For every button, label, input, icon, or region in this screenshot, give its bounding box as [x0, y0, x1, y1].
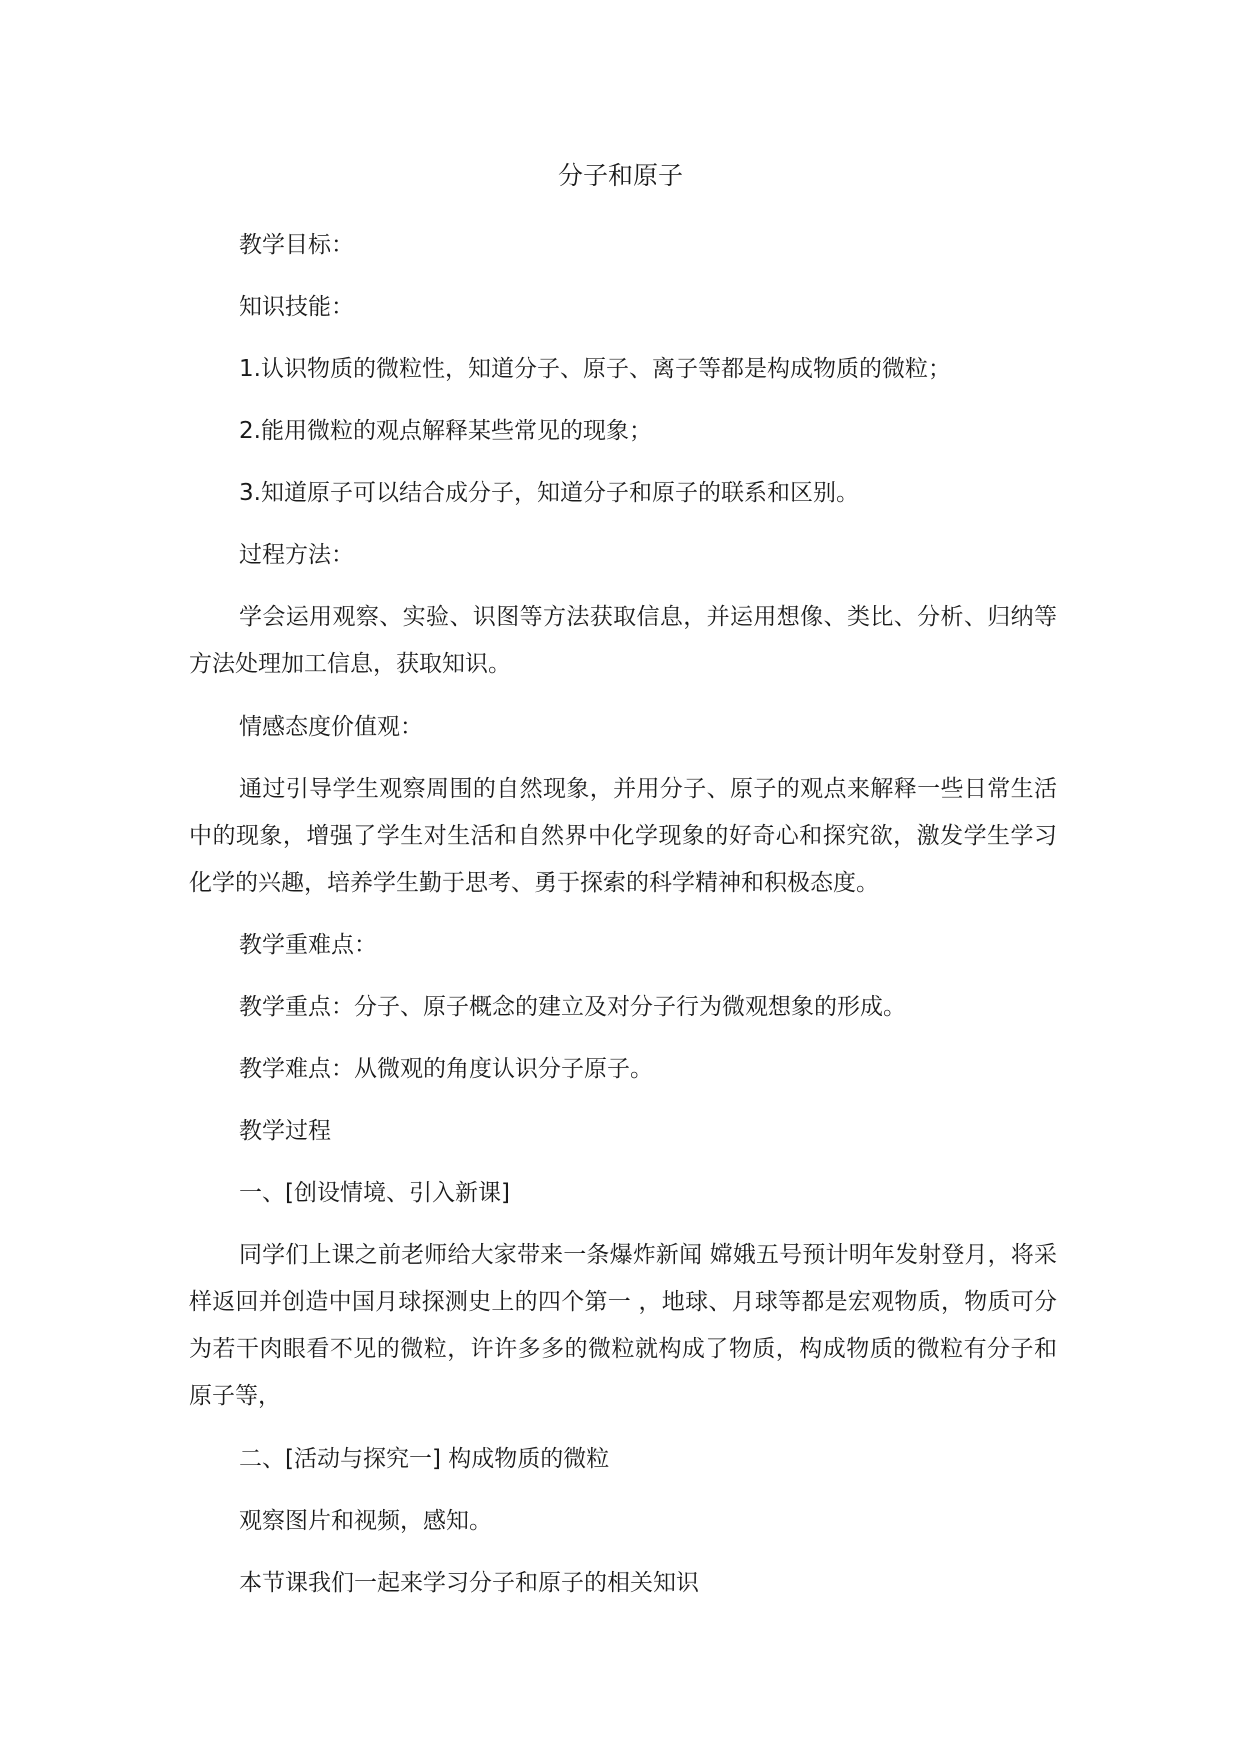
heading-teaching-goals: 教学目标：: [239, 232, 354, 258]
list-item-2: 2.能用微粒的观点解释某些常见的现象；: [239, 418, 652, 444]
heading-attitude-values: 情感态度价值观：: [239, 714, 423, 740]
paragraph-this-lesson: 本节课我们一起来学习分子和原子的相关知识: [239, 1570, 699, 1596]
heading-knowledge-skills: 知识技能：: [239, 294, 354, 320]
heading-teaching-process: 教学过程: [239, 1118, 331, 1144]
list-item-3: 3.知道原子可以结合成分子，知道分子和原子的联系和区别。: [239, 480, 859, 506]
document-title: 分子和原子: [557, 161, 683, 190]
list-item-1: 1.认识物质的微粒性，知道分子、原子、离子等都是构成物质的微粒；: [239, 356, 951, 382]
heading-process-methods: 过程方法：: [239, 542, 354, 568]
paragraph-process-methods: 学会运用观察、实验、识图等方法获取信息，并运用想像、类比、分析、归纳等方法处理加工信息，获取知识。: [189, 604, 1057, 677]
paragraph-introduction: 同学们上课之前老师给大家带来一条爆炸新闻 嫦娥五号预计明年发射登月，将采样返回并创造中国月球探测史上的四个第一 ，地球、月球等都是宏观物质，物质可分为若干肉眼看不见的微粒，许许多多的微粒就构成了物质，构成物质的微粒有分子和原子等，: [189, 1242, 1057, 1409]
section-1-heading: 一、[创设情境、引入新课]: [239, 1180, 510, 1206]
section-2-heading: 二、[活动与探究一] 构成物质的微粒: [239, 1446, 610, 1472]
paragraph-observe: 观察图片和视频，感知。: [239, 1508, 492, 1534]
paragraph-difficult-point: 教学难点：从微观的角度认识分子原子。: [239, 1056, 653, 1082]
paragraph-key-point: 教学重点：分子、原子概念的建立及对分子行为微观想象的形成。: [239, 994, 906, 1020]
paragraph-attitude-values: 通过引导学生观察周围的自然现象，并用分子、原子的观点来解释一些日常生活中的现象，增强了学生对生活和自然界中化学现象的好奇心和探究欲，激发学生学习化学的兴趣，培养学生勤于思考、勇于探索的科学精神和积极态度。: [189, 776, 1057, 896]
heading-key-difficult-points: 教学重难点：: [239, 932, 377, 958]
